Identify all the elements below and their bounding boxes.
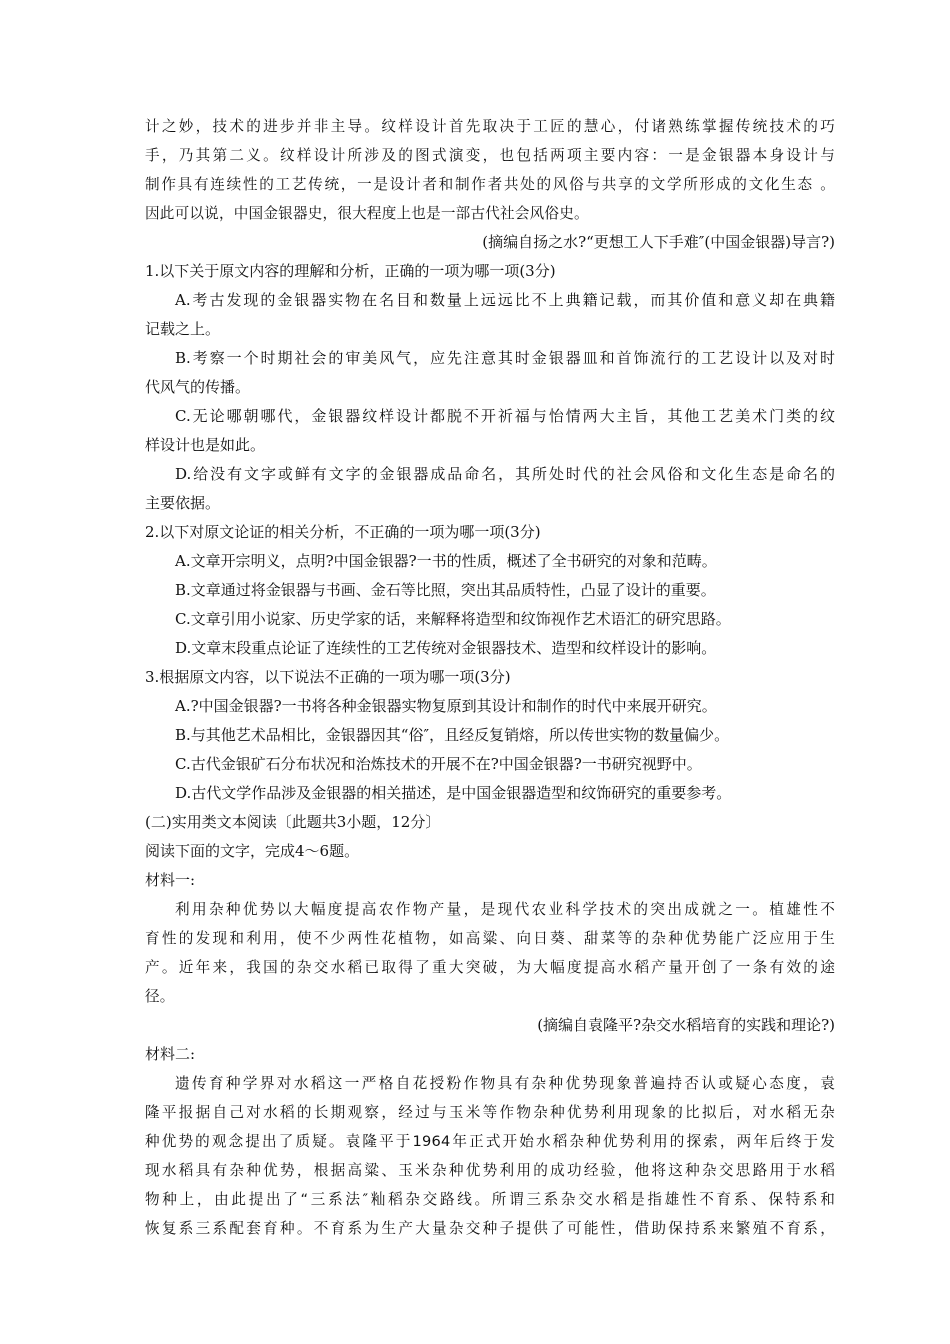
question-2 [145,518,835,663]
option-a: A.考古发现的金银器实物在名目和数量上远远比不上典籍记载，而其价值和意义却在典籍 [175,291,835,309]
material-1-source: (摘编自袁隆平?杂交水稻培育的实践和理论?) [537,1016,835,1034]
option-a-cont: 记载之上。 [145,320,221,338]
question-stem: 3.根据原文内容，以下说法不正确的一项为哪一项(3分) [145,668,511,686]
option-a: A.?中国金银器?一书将各种金银器实物复原到其设计和制作的时代中来展开研究。 [175,697,717,715]
option-d: D.文章末段重点论证了连续性的工艺传统对金银器技术、造型和纹样设计的影响。 [175,639,717,657]
question-stem: 2.以下对原文论证的相关分析，不正确的一项为哪一项(3分) [145,523,541,541]
option-c-cont: 样设计也是如此。 [145,436,266,454]
material-2-line: 遗传育种学界对水稻这一严格自花授粉作物具有杂种优势现象普遍持否认或疑心态度，袁 [175,1075,835,1092]
section-2 [145,808,835,1243]
passage-line: 计之妙，技术的进步并非主导。纹样设计首先取决于工匠的慧心，付诸熟练掌握传统技术的巧 [145,118,835,135]
section-instruction: 阅读下面的文字，完成4～6题。 [145,842,360,860]
material-2-line: 恢复系三系配套育种。不育系为生产大量杂交种子提供了可能性，借助保持系来繁殖不育系， [145,1220,835,1237]
material-1-line: 利用杂种优势以大幅度提高农作物产量，是现代农业科学技术的突出成就之一。植雄性不 [175,901,835,918]
question-3 [145,663,835,808]
passage-line: 因此可以说，中国金银器史，很大程度上也是一部古代社会风俗史。 [145,205,589,222]
option-c: C.无论哪朝哪代，金银器纹样设计都脱不开祈福与怡情两大主旨，其他工艺美术门类的纹 [175,407,835,425]
passage-line: 制作具有连续性的工艺传统，一是设计者和制作者共处的风俗与共享的文学所形成的文化生态 。 [145,176,835,193]
material-2-line: 种优势的观念提出了质疑。袁隆平于1964年正式开始水稻杂种优势利用的探索，两年后终于发 [145,1133,835,1150]
option-d: D.古代文学作品涉及金银器的相关描述，是中国金银器造型和纹饰研究的重要参考。 [175,784,732,802]
section-title: (二)实用类文本阅读〔此题共3小题，12分〕 [145,813,441,831]
passage-tail [145,112,835,257]
option-b: B.文章通过将金银器与书画、金石等比照，突出其品质特性，凸显了设计的重要。 [175,581,716,599]
option-d: D.给没有文字或鲜有文字的金银器成品命名，其所处时代的社会风俗和文化生态是命名的 [175,465,835,483]
material-2-line: 隆平报据自己对水稻的长期观察，经过与玉米等作物杂种优势利用现象的比拟后，对水稻无杂 [145,1104,835,1121]
material-2-line: 物种上，由此提出了“三系法″籼稻杂交路线。所谓三系杂交水稻是指雄性不育系、保特系和 [145,1191,835,1208]
option-d-cont: 主要依据。 [145,494,221,512]
material-1-line: 径。 [145,988,175,1005]
option-c: C.古代金银矿石分布状况和治炼技术的开展不在?中国金银器?一书研究视野中。 [175,755,702,773]
question-stem: 1.以下关于原文内容的理解和分析，正确的一项为哪一项(3分) [145,262,556,280]
option-a: A.文章开宗明义，点明?中国金银器?一书的性质，概述了全书研究的对象和范畴。 [175,552,717,570]
material-2-line: 现水稻具有杂种优势，根据高粱、玉米杂种优势利用的成功经验，他将这种杂交思路用于水稻 [145,1162,835,1179]
material-1-line: 产。近年来，我国的杂交水稻已取得了重大突破，为大幅度提高水稻产量开创了一条有效的途 [145,959,835,976]
source-citation: (摘编自扬之水?“更想工人下手难″(中国金银器)导言?) [482,233,835,251]
material-2-label: 材料二: [145,1045,196,1063]
option-b: B.考察一个时期社会的审美风气，应先注意其时金银器皿和首饰流行的工艺设计以及对时 [175,349,835,367]
option-b-cont: 代风气的传播。 [145,378,251,396]
material-1-line: 育性的发现和利用，使不少两性花植物，如高粱、向日葵、甜菜等的杂种优势能广泛应用于生 [145,930,835,947]
option-c: C.文章引用小说家、历史学家的话，来解释将造型和纹饰视作艺术语汇的研究思路。 [175,610,731,628]
question-1 [145,257,835,518]
passage-line: 手，乃其第二义。纹样设计所涉及的图式演变，也包括两项主要内容：一是金银器本身设计与 [145,147,835,164]
option-b: B.与其他艺术品相比，金银器因其“俗″，且经反复销熔，所以传世实物的数量偏少。 [175,726,730,744]
material-1-label: 材料一: [145,871,196,889]
